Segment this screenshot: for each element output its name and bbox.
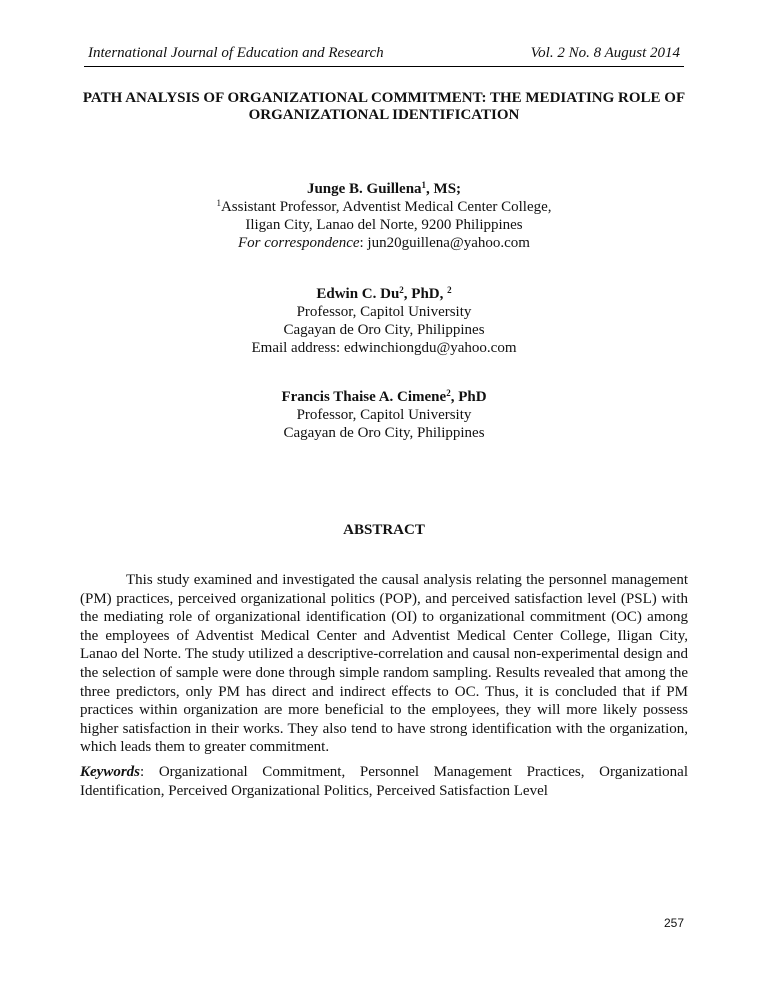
author-name-line	[0, 180, 768, 198]
volume-issue: Vol. 2 No. 8 August 2014	[530, 45, 680, 61]
affiliation-line: Cagayan de Oro City, Philippines	[283, 322, 485, 338]
author-block-3	[0, 388, 768, 442]
author-block-1	[0, 180, 768, 252]
author-list	[0, 180, 768, 462]
running-header	[84, 44, 684, 67]
abstract-body: This study examined and investigated the causal analysis relating the personnel management (PM) practices, perceived organizational politics (POP), and perceived satisfaction level (PSL) with the mediating role of organizational identification (OI) to organizational commitment (OC) among the employees of Adventist Medical Center and Adventist Medical Center College, Iligan City, Lanao del Norte. The study utilized a descriptive-correlation and causal non-experimental design and the selection of sample were done through simple random sampling. Results revealed that among the three predictors, only PM has direct and indirect effects to OC. Thus, it is concluded that if PM practices within organization are more beneficial to the employees, they will more likely possess higher satisfaction in their works. They also tend to have strong identification with the organization, which leads them to greater commitment.	[80, 572, 688, 756]
page-number: 257	[663, 916, 684, 930]
affiliation-line: Cagayan de Oro City, Philippines	[283, 425, 485, 441]
journal-name: International Journal of Education and Research	[88, 45, 384, 61]
paper-title: PATH ANALYSIS OF ORGANIZATIONAL COMMITMENT: THE MEDIATING ROLE OF ORGANIZATIONAL IDENTIFICATION	[82, 90, 686, 123]
affiliation-line: Professor, Capitol University	[296, 407, 472, 423]
author-name: Edwin C. Du$^2$, PhD, $^2$	[316, 285, 452, 302]
affiliation-line: Professor, Capitol University	[296, 304, 472, 320]
author-name-line	[0, 388, 768, 406]
author-name-line	[0, 285, 768, 303]
keywords-paragraph	[80, 763, 688, 800]
abstract-heading: ABSTRACT	[343, 522, 425, 538]
keywords-label: Keywords	[80, 764, 140, 780]
keywords-text: Organizational Commitment, Personnel Management Practices, Organizational Identification, Perceived Organizational Politics, Perceived Satisfaction Level	[80, 764, 688, 799]
email-line: Email address: edwinchiongdu@yahoo.com	[251, 340, 517, 356]
correspondence-line: For correspondence: jun20guillena@yahoo.com	[238, 235, 530, 251]
author-name: Junge B. Guillena$^1$, MS;	[306, 180, 462, 197]
author-name: Francis Thaise A. Cimene$^2$, PhD	[281, 388, 487, 405]
author-block-2	[0, 285, 768, 357]
affiliation-line: Iligan City, Lanao del Norte, 9200 Philippines	[245, 217, 523, 233]
affiliation-line: $^1$Assistant Professor, Adventist Medical Center College,	[216, 198, 552, 215]
keywords-separator: :	[140, 764, 145, 780]
